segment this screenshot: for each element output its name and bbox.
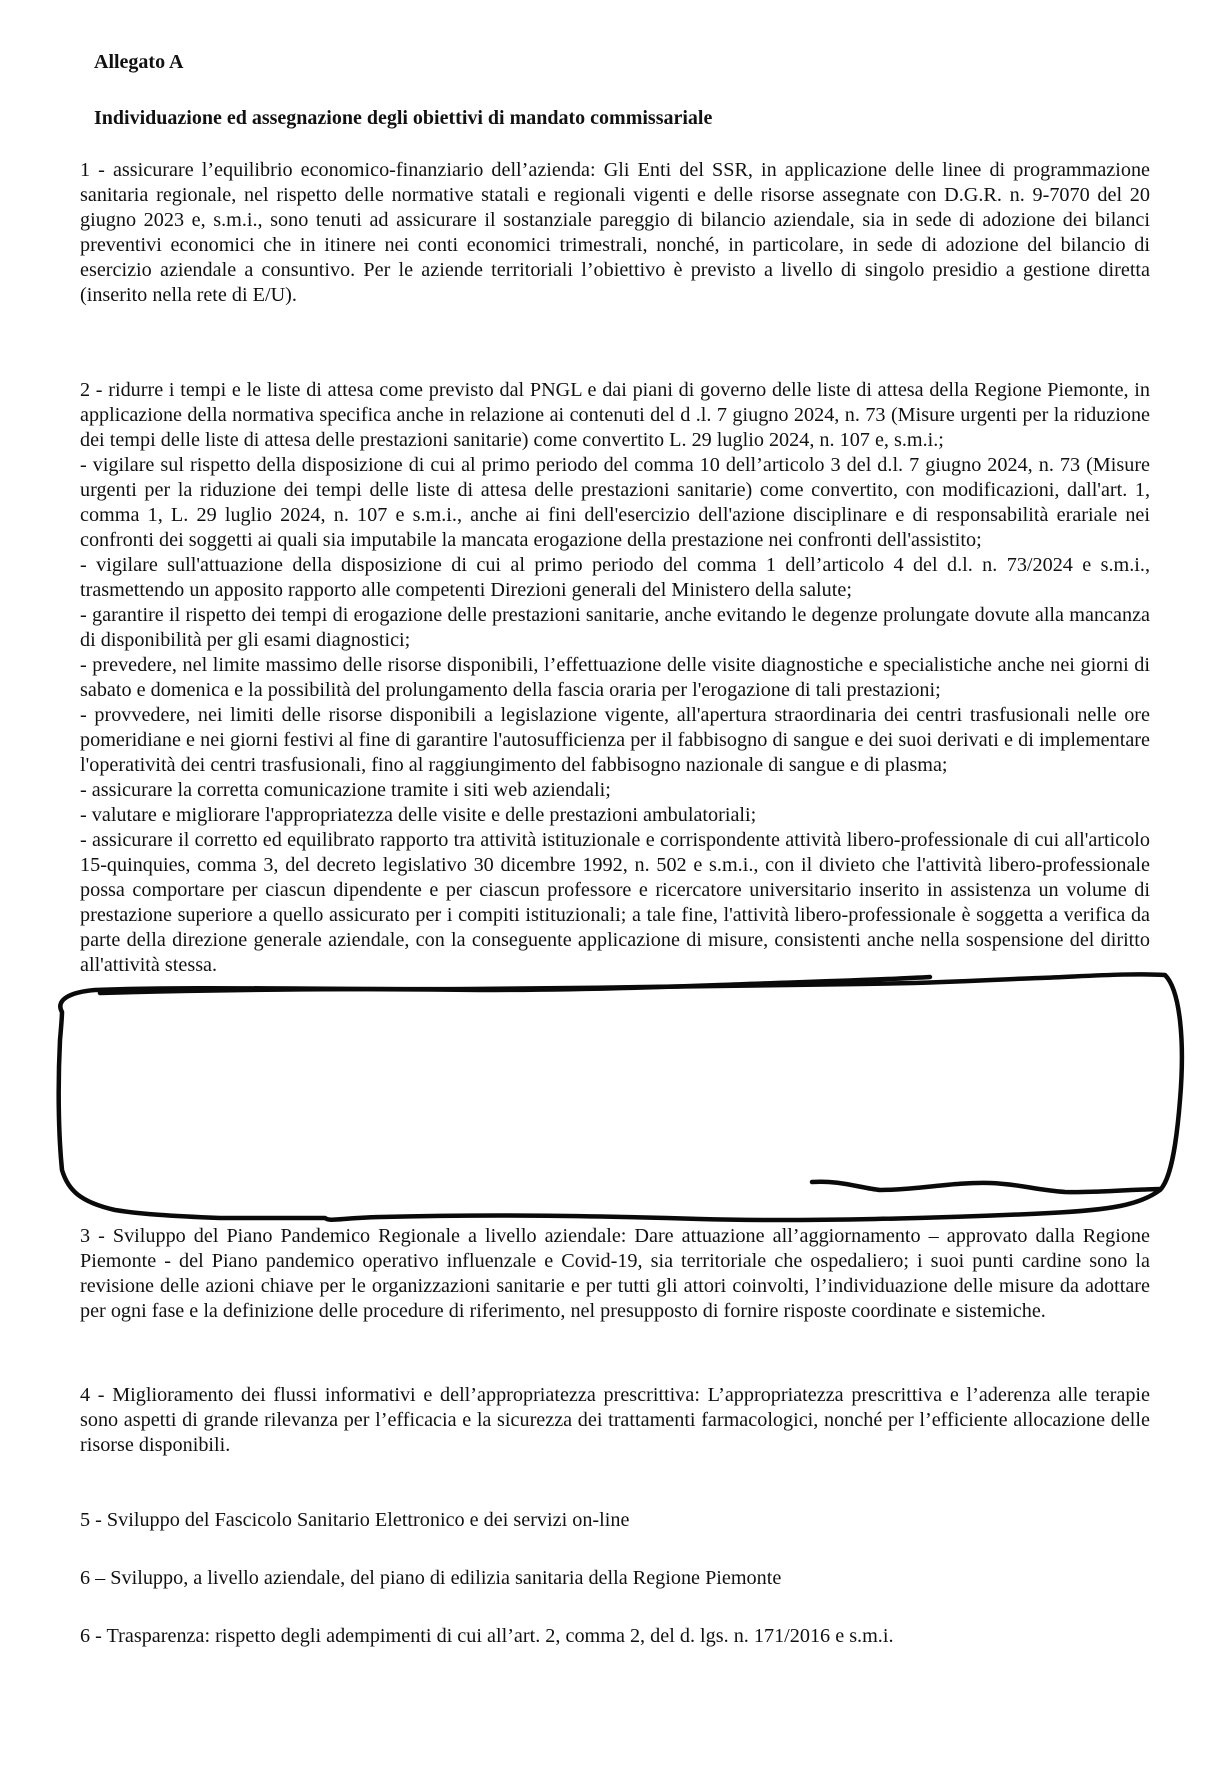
section-6b-text: 6 - Trasparenza: rispetto degli adempimenti di cui all’art. 2, comma 2, del d. lgs. n. 171/2016 e s.m.i. <box>80 1625 894 1647</box>
section-2-item: - assicurare la corretta comunicazione tramite i siti web aziendali; <box>80 779 611 801</box>
wavy-underline <box>812 1182 1160 1193</box>
section-4 <box>80 1383 1150 1458</box>
section-2-item: - vigilare sull'attuazione della disposizione di cui al primo periodo del comma 1 dell’articolo 4 del d.l. n. 73/2024 e s.m.i., trasmettendo un apposito rapporto alle competenti Direzioni generali del Ministero della salute; <box>80 554 1150 601</box>
annex-label: Allegato A <box>94 51 184 73</box>
section-4-text: 4 - Miglioramento dei flussi informativi e dell’appropriatezza prescrittiva: L’appropriatezza prescrittiva e l’aderenza alle terapie sono aspetti di grande rilevanza per l’efficacia e la sicurezza dei trattamenti farmacologici, nonché per l’efficiente allocazione delle risorse disponibili. <box>80 1384 1150 1456</box>
section-6a-text: 6 – Sviluppo, a livello aziendale, del piano di edilizia sanitaria della Regione Piemonte <box>80 1567 782 1589</box>
section-1-text: 1 - assicurare l’equilibrio economico-finanziario dell’azienda: Gli Enti del SSR, in applicazione delle linee di programmazione sanitaria regionale, nel rispetto delle normative statali e regionali vigenti e delle risorse assegnate con D.G.R. n. 9-7070 del 20 giugno 2023 e, s.m.i., sono tenuti ad assicurare il sostanziale pareggio di bilancio aziendale, sia in sede di adozione dei bilanci preventivi economici che in itinere nei conti economici trimestrali, nonché, in particolare, in sede di adozione del bilancio di esercizio aziendale a consuntivo. Per le aziende territoriali l’obiettivo è previsto a livello di singolo presidio a gestione diretta (inserito nella rete di E/U). <box>80 159 1150 306</box>
section-2 <box>80 378 1150 978</box>
section-2-item: - vigilare sul rispetto della disposizione di cui al primo periodo del comma 10 dell’articolo 3 del d.l. 7 giugno 2024, n. 73 (Misure urgenti per la riduzione dei tempi delle liste di attesa delle prestazioni sanitarie) come convertito, con modificazioni, dall'art. 1, comma 1, L. 29 luglio 2024, n. 107 e s.m.i., anche ai fini dell'esercizio dell'azione disciplinare e di responsabilità erariale nei confronti dei soggetti ai quali sia imputabile la mancata erogazione della prestazione nei confronti dell'assistito; <box>80 454 1150 551</box>
section-3-text: 3 - Sviluppo del Piano Pandemico Regionale a livello aziendale: Dare attuazione all’aggiornamento – approvato dalla Regione Piemonte - del Piano pandemico operativo influenzale e Covid-19, sia territoriale che ospedaliero; i suoi punti cardine sono la revisione delle azioni chiave per le organizzazioni sanitarie e per tutti gli attori coinvolti, l’individuazione delle misure da adottare per ogni fase e la definizione delle procedure di riferimento, nel presupposto di fornire risposte coordinate e sistemiche. <box>80 1225 1150 1322</box>
section-2-intro: 2 - ridurre i tempi e le liste di attesa come previsto dal PNGL e dai piani di governo delle liste di attesa della Regione Piemonte, in applicazione della normativa specifica anche in relazione ai contenuti del d .l. 7 giugno 2024, n. 73 (Misure urgenti per la riduzione dei tempi delle liste di attesa delle prestazioni sanitarie) come convertito L. 29 luglio 2024, n. 107 e, s.m.i.; <box>80 379 1150 451</box>
section-2-item: - prevedere, nel limite massimo delle risorse disponibili, l’effettuazione delle visite diagnostiche e specialistiche anche nei giorni di sabato e domenica e la possibilità del prolungamento della fascia oraria per l'erogazione di tali prestazioni; <box>80 654 1150 701</box>
section-6b <box>80 1624 1150 1649</box>
strikethrough-line <box>100 977 930 993</box>
section-2-item-struck: - valutare e migliorare l'appropriatezza delle visite e delle prestazioni ambulatoriali; <box>80 804 757 826</box>
section-1 <box>80 158 1150 308</box>
section-2-item-highlighted: - assicurare il corretto ed equilibrato rapporto tra attività istituzionale e corrispondente attività libero-professionale di cui all'articolo 15-quinquies, comma 3, del decreto legislativo 30 dicembre 1992, n. 502 e s.m.i., con il divieto che l'attività libero-professionale possa comportare per ciascun dipendente e per ciascun professore e ricercatore universitario inserito in assistenza un volume di prestazione superiore a quello assicurato per i compiti istituzionali; a tale fine, l'attività libero-professionale è soggetta a verifica da parte della direzione generale aziendale, con la conseguente applicazione di misure, consistenti anche nella sospensione del diritto all'attività stessa. <box>80 829 1150 976</box>
section-3 <box>80 1224 1150 1324</box>
section-2-item: - garantire il rispetto dei tempi di erogazione delle prestazioni sanitarie, anche evitando le degenze prolungate dovute alla mancanza di disponibilità per gli esami diagnostici; <box>80 604 1150 651</box>
section-2-item: - provvedere, nei limiti delle risorse disponibili a legislazione vigente, all'apertura straordinaria dei centri trasfusionali nelle ore pomeridiane e nei giorni festivi al fine di garantire l'autosufficienza per il fabbisogno di sangue e dei suoi derivati e di implementare l'operatività dei centri trasfusionali, fino al raggiungimento del fabbisogno nazionale di sangue e di plasma; <box>80 704 1150 776</box>
section-5 <box>80 1508 1150 1533</box>
section-5-text: 5 - Sviluppo del Fascicolo Sanitario Elettronico e dei servizi on-line <box>80 1509 630 1531</box>
hand-drawn-loop <box>59 974 1182 1220</box>
document-title: Individuazione ed assegnazione degli obiettivi di mandato commissariale <box>94 107 713 129</box>
section-6a <box>80 1566 1150 1591</box>
